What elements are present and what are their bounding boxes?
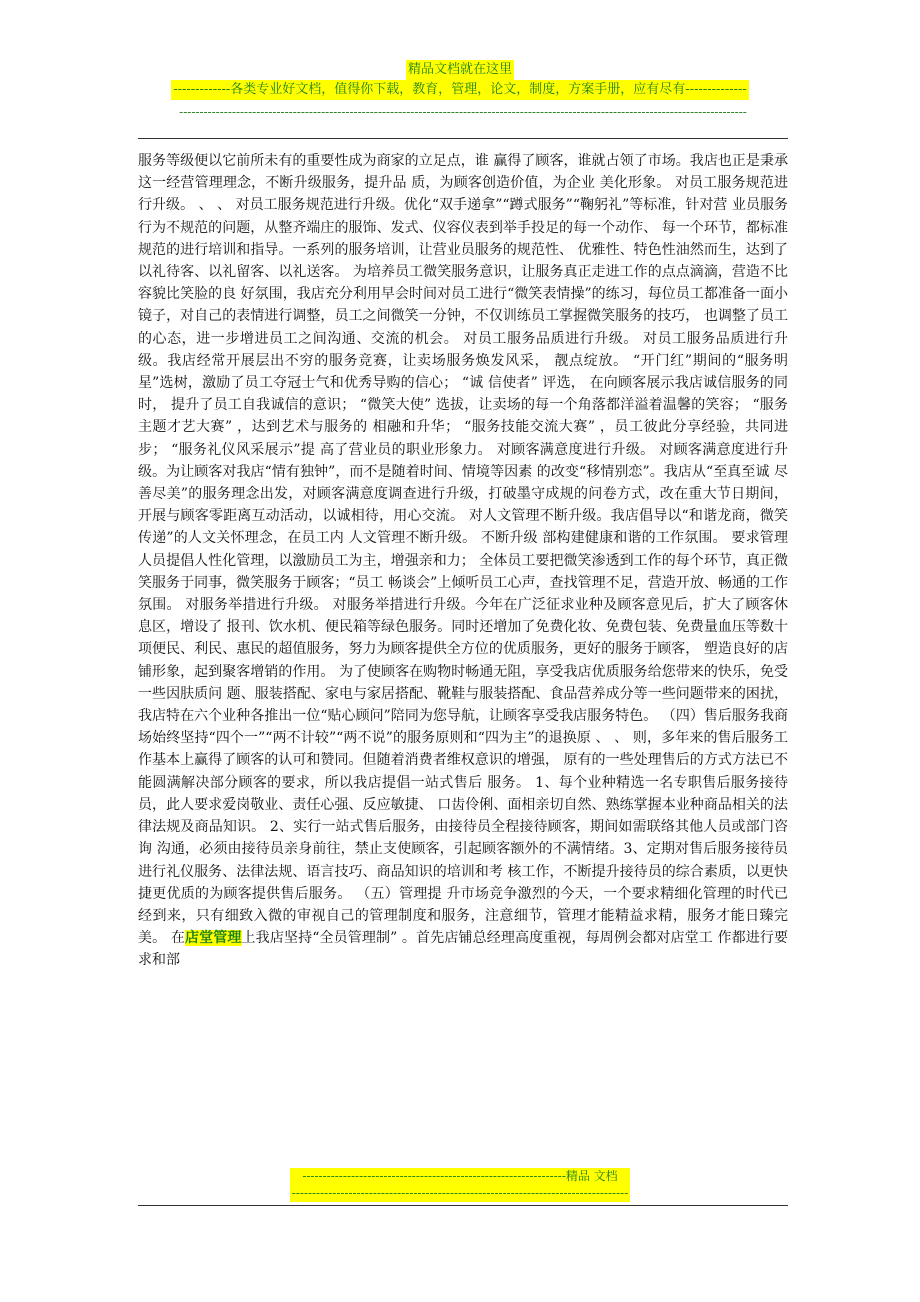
body-text-tail: 上我店坚持“全员管理制” 。首先店铺总经理高度重视，每周例会都对店堂工 作都进行要求和部 [138,930,789,969]
header-divider [138,138,788,139]
header-subtitle: -------------各类专业好文档，值得你下载，教育，管理，论文，制度，方案手册，应有尽有-------------- [171,80,749,100]
page-header [0,60,920,100]
page-footer [290,1168,630,1202]
footer-divider [138,1205,788,1206]
footer-line-2: ----------------------------------------------------------------------------------- [291,1186,629,1200]
body-paragraph [138,150,788,972]
footer-line-1: -----------------------------------------------------------------精品 文档 [290,1168,630,1185]
highlighted-keyword: 店堂管理 [185,930,242,947]
body-text-main: 服务等级便以它前所未有的重要性成为商家的立足点，谁 赢得了顾客，谁就占领了市场。我店也正是秉承这一经营管理理念，不断升级服务，提升品 质，为顾客创造价值，为企业 美化形象。 对员工服务规范进行升级。 、 、 对员工服务规范进行升级。优化“双手递拿”“蹲式服务”“鞠躬礼”等标准，针对营 业员服务行为不规范的问题，从整齐端庄的服饰、发式、仪容仪表到举手投足的每一个动作、 每一个环节，都标准规范的进行培训和指导。一系列的服务培训，让营业员服务的规范性、 优雅性、特色性油然而生，达到了以礼待客、以礼留客、以礼送客。 为培养员工微笑服务意识，让服务真正走进工作的点点滴滴，营造不比容貌比笑脸的良 好氛围，我店充分利用早会时间对员工进行“微笑表情操”的练习，每位员工都准备一面小 镜子，对自己的表情进行调整，员工之间微笑一分钟，不仅训练员工掌握微笑服务的技巧， 也调整了员工的心态，进一步增进员工之间沟通、交流的机会。 对员工服务品质进行升级。 对员工服务品质进行升级。我店经常开展层出不穷的服务竞赛，让卖场服务焕发风采， 靓点绽放。 “开门红”期间的“服务明星”选树，激励了员工夺冠士气和优秀导购的信心； “诚 信使者” 评选， 在向顾客展示我店诚信服务的同时， 提升了员工自我诚信的意识； “微笑大使” 选拔，让卖场的每一个角落都洋溢着温馨的笑容； “服务主题才艺大赛” ，达到艺术与服务的 相融和升华； “服务技能交流大赛” ，员工彼此分享经验，共同进步； “服务礼仪风采展示”提 高了营业员的职业形象力。 对顾客满意度进行升级。 对顾客满意度进行升级。为让顾客对我店“情有独钟”，而不是随着时间、情境等因素 的改变“移情别恋”。我店从“至真至诚 尽善尽美”的服务理念出发，对顾客满意度调查进行升级，打破墨守成规的问卷方式，改在重大节日期间，开展与顾客零距离互动活动，以诚相待，用心交流。 对人文管理不断升级。我店倡导以“和谐龙商，微笑传递”的人文关怀理念，在员工内 人文管理不断升级。 不断升级 部构建健康和谐的工作氛围。 要求管理人员提倡人性化管理，以激励员工为主，增强亲和力； 全体员工要把微笑渗透到工作的每个环节，真正微笑服务于同事，微笑服务于顾客；“员工 畅谈会”上倾听员工心声，查找管理不足，营造开放、畅通的工作氛围。 对服务举措进行升级。 对服务举措进行升级。今年在广泛征求业种及顾客意见后，扩大了顾客休息区，增设了 报刊、饮水机、便民箱等绿色服务。同时还增加了免费化妆、免费包装、免费量血压等数十 项便民、利民、惠民的超值服务，努力为顾客提供全方位的优质服务，更好的服务于顾客， 塑造良好的店铺形象，起到聚客增销的作用。 为了使顾客在购物时畅通无阻，享受我店优质服务给您带来的快乐，免受一些因肤质问 题、服装搭配、家电与家居搭配、靴鞋与服装搭配、食品营养成分等一些问题带来的困扰， 我店特在六个业种各推出一位“贴心顾问”陪同为您导航，让顾客享受我店服务特色。 （四）售后服务我商场始终坚持“四个一”“两不计较”“两不说”的服务原则和“四为主”的退换原 、 、 则，多年来的售后服务工作基本上赢得了顾客的认可和赞同。但随着消费者维权意识的增强， 原有的一些处理售后的方式方法已不能圆满解决部分顾客的要求，所以我店提倡一站式售后 服务。 1、每个业种精选一名专职售后服务接待员，此人要求爱岗敬业、责任心强、反应敏捷、 口齿伶俐、面相亲切自然、熟练掌握本业种商品相关的法律法规及商品知识。 2、实行一站式售后服务，由接待员全程接待顾客，期间如需联络其他人员或部门咨询 沟通，必须由接待员亲身前往，禁止支使顾客，引起顾客额外的不满情绪。3、定期对售后服务接待员进行礼仪服务、法律法规、语言技巧、商品知识的培训和考 核工作，不断提升接待员的综合素质，以更快捷更优质的为顾客提供售后服务。 （五）管理提 升市场竞争激烈的今天，一个要求精细化管理的时代已经到来，只有细致入微的审视自己的管理制度和服务，注意细节，管理才能精益求精，服务才能日臻完美。 在 [138,153,788,947]
header-title: 精品文档就在这里 [406,60,514,80]
header-dash-line: -------------------------------------------------------------------------------------------------------------------------------------------- [179,105,747,119]
document-body [138,150,788,972]
